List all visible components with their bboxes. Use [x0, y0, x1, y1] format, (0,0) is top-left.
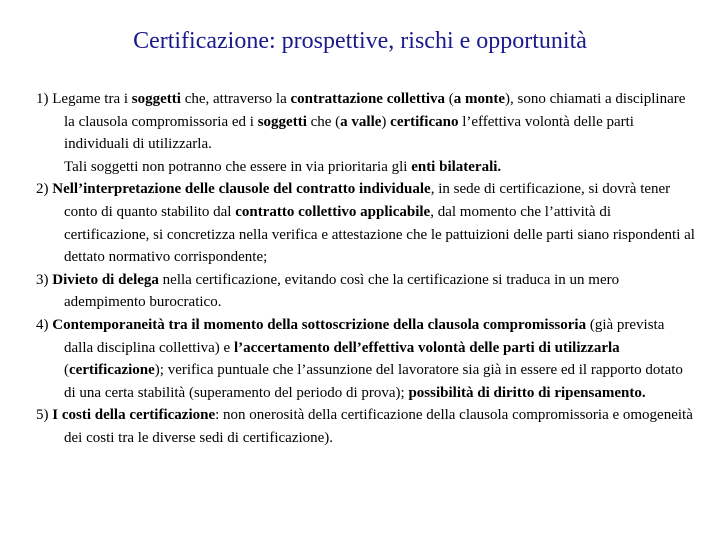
text-run: 4): [36, 316, 53, 333]
text-run: ); verifica puntuale che l’assunzione del lavoratore sia già in essere ed il rapporto dotato di una certa stabilità (superamento del periodo di prova);: [64, 362, 683, 401]
bold-text-run: a monte: [453, 91, 506, 107]
text-run: che, attraverso la: [180, 91, 291, 107]
text-run: 2): [36, 181, 53, 198]
bold-text-run: soggetti: [257, 113, 307, 130]
text-run: che (: [306, 113, 341, 130]
bold-text-run: Nell’interpretazione delle clausole del contratto individuale: [52, 181, 431, 198]
list-item: [36, 314, 696, 404]
bold-text-run: a valle: [340, 113, 382, 130]
text-run: ), sono chiamati a disciplinare la clausola compromissoria ed i: [64, 91, 686, 130]
bold-text-run: certificazione: [69, 362, 155, 379]
bold-text-run: Contemporaneità tra il momento della sottoscrizione della clausola compromissoria: [52, 316, 587, 333]
bold-text-run: soggetti: [131, 91, 181, 107]
text-run: , in sede di certificazione, si dovrà tener conto di quanto stabilito dal: [64, 181, 671, 220]
list-item: [36, 88, 696, 156]
text-run: 1) Legame tra i: [36, 91, 132, 107]
list-item: [36, 404, 696, 449]
text-run: Tali soggetti non potranno che essere in via prioritaria gli: [64, 158, 412, 175]
list-item: [36, 178, 696, 268]
text-run: 3): [36, 271, 53, 288]
bold-text-run: contratto collettivo applicabile: [235, 203, 431, 220]
text-run: , dal momento che l’attività di certificazione, si concretizza nella verifica e attestazione che le pattuizioni delle parti siano rispondenti al dettato normativo corrispondente;: [64, 203, 695, 266]
list-item-continuation: [36, 156, 696, 179]
text-run: (: [445, 91, 454, 107]
text-run: (già prevista dalla disciplina collettiva) e: [64, 316, 665, 356]
text-run: ): [381, 113, 391, 130]
list-item: [36, 269, 696, 314]
bold-text-run: enti bilaterali.: [411, 158, 502, 175]
bold-text-run: contrattazione collettiva: [290, 91, 446, 107]
bold-text-run: possibilità di diritto di ripensamento.: [408, 384, 646, 401]
bold-text-run: Divieto di delega: [52, 271, 159, 288]
text-run: (: [64, 362, 69, 379]
bold-text-run: I costi della certificazione: [52, 407, 216, 424]
slide-body: [36, 88, 696, 450]
text-run: l’effettiva volontà delle parti individuali di utilizzarla.: [64, 113, 634, 153]
text-run: 5): [36, 407, 53, 424]
bold-text-run: certificano: [390, 113, 459, 130]
bold-text-run: l’accertamento dell’effettiva volontà delle parti di utilizzarla: [233, 339, 620, 356]
slide-title: Certificazione: prospettive, rischi e opportunità: [133, 28, 587, 54]
text-run: : non onerosità della certificazione della clausola compromissoria e omogeneità dei costi tra le diverse sedi di certificazione).: [64, 407, 693, 446]
text-run: nella certificazione, evitando così che la certificazione si traduca in un mero adempimento burocratico.: [64, 271, 620, 311]
